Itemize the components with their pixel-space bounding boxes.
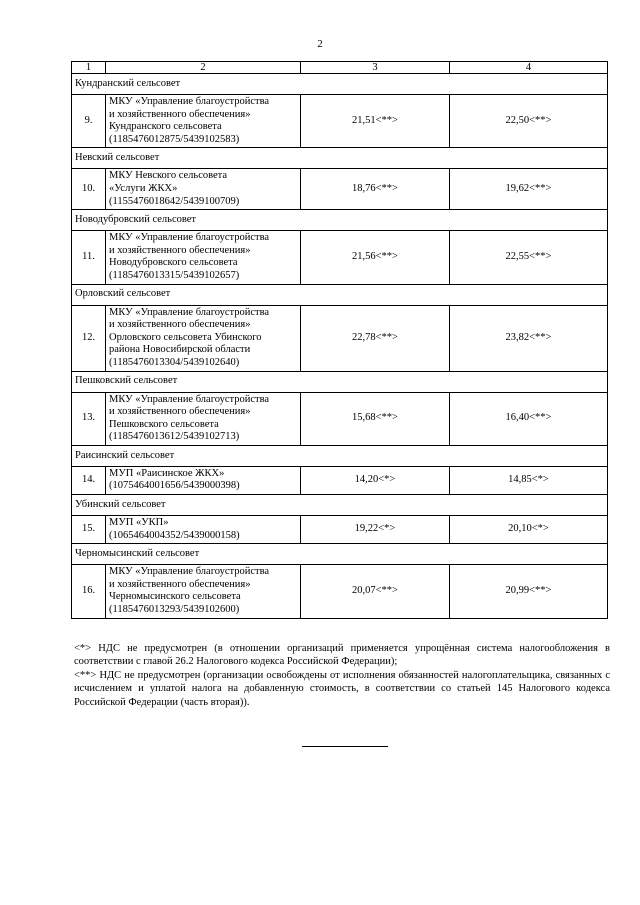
page-number: 2 — [317, 38, 323, 50]
table-row — [72, 516, 608, 544]
organization-line: и хозяйственного обеспечения» — [109, 406, 251, 418]
section-title: Убинский сельсовет — [72, 495, 608, 516]
organization-cell — [106, 466, 301, 494]
section-title: Орловский сельсовет — [72, 284, 608, 305]
organization-cell — [106, 169, 301, 210]
section-row — [72, 445, 608, 466]
table-body — [72, 62, 608, 619]
organization-line: Пешковского сельсовета — [109, 418, 219, 430]
organization-line: (1185476013315/5439102657) — [109, 269, 240, 281]
organization-line: МКУ «Управление благоустройства — [109, 393, 270, 405]
tariff-value-col4: 22,55<**> — [450, 231, 608, 284]
section-title: Черномысинский сельсовет — [72, 544, 608, 565]
section-title: Пешковский сельсовет — [72, 371, 608, 392]
table-row — [72, 95, 608, 148]
row-number: 15. — [72, 516, 106, 544]
organization-line: и хозяйственного обеспечения» — [109, 108, 251, 120]
organization-line: МУП «УКП» — [109, 517, 169, 529]
tariff-value-col4: 22,50<**> — [450, 95, 608, 148]
row-number: 9. — [72, 95, 106, 148]
organization-line: МУП «Раисинское ЖКХ» — [109, 467, 225, 479]
organization-line: Кундранского сельсовета — [109, 121, 222, 133]
organization-line: (1155476018642/5439100709) — [109, 195, 240, 207]
section-row — [72, 74, 608, 95]
organization-line: Черномысинского сельсовета — [109, 591, 241, 603]
tariff-value-col4: 23,82<**> — [450, 305, 608, 371]
tariff-value-col3: 15,68<**> — [301, 392, 450, 445]
row-number: 13. — [72, 392, 106, 445]
organization-line: района Новосибирской области — [109, 344, 251, 356]
header-cell-3: 3 — [301, 62, 450, 74]
organization-cell — [106, 565, 301, 618]
section-row — [72, 210, 608, 231]
footnotes — [74, 642, 610, 709]
tariff-value-col4: 20,10<*> — [450, 516, 608, 544]
header-cell-1: 1 — [72, 62, 106, 74]
table-row — [72, 466, 608, 494]
organization-line: и хозяйственного обеспечения» — [109, 319, 251, 331]
section-title: Невский сельсовет — [72, 148, 608, 169]
header-cell-4: 4 — [450, 62, 608, 74]
footnote-vat-simplified: <*> НДС не предусмотрен (в отношении организаций применяется упрощённая система налогообложения в соответствии с главой 26.2 Налогового кодекса Российской Федерации); — [74, 643, 610, 668]
row-number: 12. — [72, 305, 106, 371]
organization-line: (1185476013612/5439102713) — [109, 431, 240, 443]
organization-cell — [106, 95, 301, 148]
organization-cell — [106, 516, 301, 544]
table-row — [72, 231, 608, 284]
footnote-vat-exempt: <**> НДС не предусмотрен (организации освобождены от исполнения обязанностей налогоплательщика, связанных с исчислением и уплатой налога на добавленную стоимость, в соответствии со статьей 145 Налогового кодекса Российской Федерации (часть вторая)). — [74, 669, 610, 708]
table-row — [72, 305, 608, 371]
row-number: 16. — [72, 565, 106, 618]
tariff-value-col4: 19,62<**> — [450, 169, 608, 210]
organization-line: и хозяйственного обеспечения» — [109, 244, 251, 256]
organization-line: Новодубровского сельсовета — [109, 257, 238, 269]
section-row — [72, 495, 608, 516]
organization-line: МКУ «Управление благоустройства — [109, 96, 270, 107]
organization-line: (1185476012875/5439102583) — [109, 133, 240, 145]
organization-line: (1075464001656/5439000398) — [109, 480, 240, 492]
section-title: Кундранский сельсовет — [72, 74, 608, 95]
organization-line: (1185476013304/5439102640) — [109, 356, 240, 368]
organization-line: (1185476013293/5439102600) — [109, 604, 240, 616]
organization-line: МКУ «Управление благоустройства — [109, 232, 270, 244]
organization-line: (1065464004352/5439000158) — [109, 529, 240, 541]
tariff-value-col3: 18,76<**> — [301, 169, 450, 210]
organization-line: «Услуги ЖКХ» — [109, 182, 178, 194]
tariff-table — [71, 61, 608, 619]
tariff-value-col3: 19,22<*> — [301, 516, 450, 544]
tariff-value-col4: 20,99<**> — [450, 565, 608, 618]
section-title: Новодубровский сельсовет — [72, 210, 608, 231]
organization-line: МКУ Невского сельсовета — [109, 170, 228, 182]
row-number: 14. — [72, 466, 106, 494]
table-row — [72, 169, 608, 210]
organization-cell — [106, 392, 301, 445]
section-row — [72, 148, 608, 169]
organization-line: МКУ «Управление благоустройства — [109, 566, 270, 578]
organization-line: Орловского сельсовета Убинского — [109, 331, 262, 343]
organization-cell — [106, 231, 301, 284]
tariff-value-col3: 21,51<**> — [301, 95, 450, 148]
tariff-value-col3: 14,20<*> — [301, 466, 450, 494]
row-number: 10. — [72, 169, 106, 210]
table-row — [72, 392, 608, 445]
section-row — [72, 284, 608, 305]
organization-cell — [106, 305, 301, 371]
row-number: 11. — [72, 231, 106, 284]
tariff-value-col3: 21,56<**> — [301, 231, 450, 284]
header-row — [72, 62, 608, 74]
section-row — [72, 544, 608, 565]
tariff-value-col3: 20,07<**> — [301, 565, 450, 618]
header-cell-2: 2 — [106, 62, 301, 74]
tariff-value-col3: 22,78<**> — [301, 305, 450, 371]
organization-line: и хозяйственного обеспечения» — [109, 578, 251, 590]
section-title: Раисинский сельсовет — [72, 445, 608, 466]
bottom-divider — [302, 746, 388, 747]
section-row — [72, 371, 608, 392]
table-row — [72, 565, 608, 618]
tariff-value-col4: 16,40<**> — [450, 392, 608, 445]
tariff-value-col4: 14,85<*> — [450, 466, 608, 494]
organization-line: МКУ «Управление благоустройства — [109, 306, 270, 318]
